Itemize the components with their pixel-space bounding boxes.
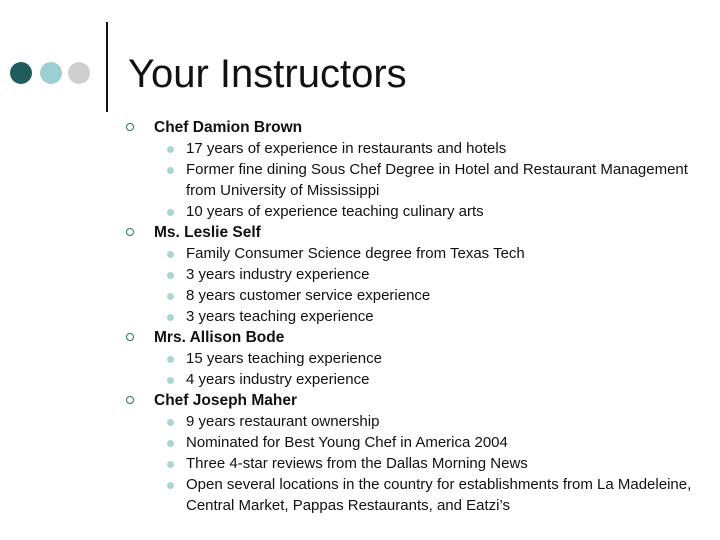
- instructor-name: Mrs. Allison Bode: [154, 329, 285, 346]
- detail-text: Three 4-star reviews from the Dallas Morning News: [186, 455, 528, 472]
- detail-text: 3 years industry experience: [186, 266, 370, 283]
- instructor-name: Ms. Leslie Self: [154, 224, 261, 241]
- detail-text: 15 years teaching experience: [186, 350, 382, 367]
- detail-text: 9 years restaurant ownership: [186, 413, 380, 430]
- detail-text: 4 years industry experience: [186, 371, 370, 388]
- detail-text: 10 years of experience teaching culinary arts: [186, 203, 484, 220]
- detail-text: 17 years of experience in restaurants and hotels: [186, 140, 507, 157]
- dot-bullet-icon: [167, 167, 174, 174]
- light-teal-dot-icon: [40, 62, 62, 84]
- dot-bullet-icon: [167, 146, 174, 153]
- instructor-name: Chef Joseph Maher: [154, 392, 297, 409]
- instructor-name: Chef Damion Brown: [154, 119, 303, 136]
- detail-item: [154, 243, 714, 264]
- dot-bullet-icon: [167, 419, 174, 426]
- detail-item: [154, 453, 714, 474]
- dot-bullet-icon: [167, 293, 174, 300]
- detail-text: 8 years customer service experience: [186, 287, 431, 304]
- detail-item: [154, 285, 714, 306]
- detail-item: [154, 369, 714, 390]
- decorative-dots: [0, 62, 100, 86]
- instructor-list: [124, 117, 714, 516]
- ring-bullet-icon: [126, 396, 134, 404]
- dot-bullet-icon: [167, 482, 174, 489]
- instructor-item: [124, 327, 714, 390]
- detail-item: [154, 201, 714, 222]
- dot-bullet-icon: [167, 461, 174, 468]
- dot-bullet-icon: [167, 209, 174, 216]
- dot-bullet-icon: [167, 272, 174, 279]
- detail-item: [154, 159, 714, 201]
- detail-text: Open several locations in the country for establishments from La Madeleine, Central Market, Pappas Restaurants, and Eatzi’s: [186, 476, 692, 514]
- detail-item: [154, 138, 714, 159]
- dot-bullet-icon: [167, 356, 174, 363]
- instructor-details: [154, 243, 714, 327]
- detail-item: [154, 432, 714, 453]
- detail-text: Family Consumer Science degree from Texas Tech: [186, 245, 525, 262]
- grey-dot-icon: [68, 62, 90, 84]
- dark-teal-dot-icon: [10, 62, 32, 84]
- title-divider: [106, 22, 108, 112]
- ring-bullet-icon: [126, 228, 134, 236]
- instructor-item: [124, 222, 714, 327]
- ring-bullet-icon: [126, 333, 134, 341]
- detail-item: [154, 264, 714, 285]
- instructor-item: [124, 117, 714, 222]
- detail-item: [154, 306, 714, 327]
- detail-text: 3 years teaching experience: [186, 308, 374, 325]
- detail-item: [154, 474, 714, 516]
- dot-bullet-icon: [167, 440, 174, 447]
- slide-title: Your Instructors: [128, 52, 407, 96]
- instructor-details: [154, 411, 714, 516]
- dot-bullet-icon: [167, 251, 174, 258]
- instructor-details: [154, 138, 714, 222]
- detail-text: Nominated for Best Young Chef in America 2004: [186, 434, 508, 451]
- dot-bullet-icon: [167, 314, 174, 321]
- ring-bullet-icon: [126, 123, 134, 131]
- detail-item: [154, 348, 714, 369]
- detail-item: [154, 411, 714, 432]
- detail-text: Former fine dining Sous Chef Degree in Hotel and Restaurant Management from University of Mississippi: [186, 161, 688, 199]
- dot-bullet-icon: [167, 377, 174, 384]
- instructor-details: [154, 348, 714, 390]
- instructor-item: [124, 390, 714, 516]
